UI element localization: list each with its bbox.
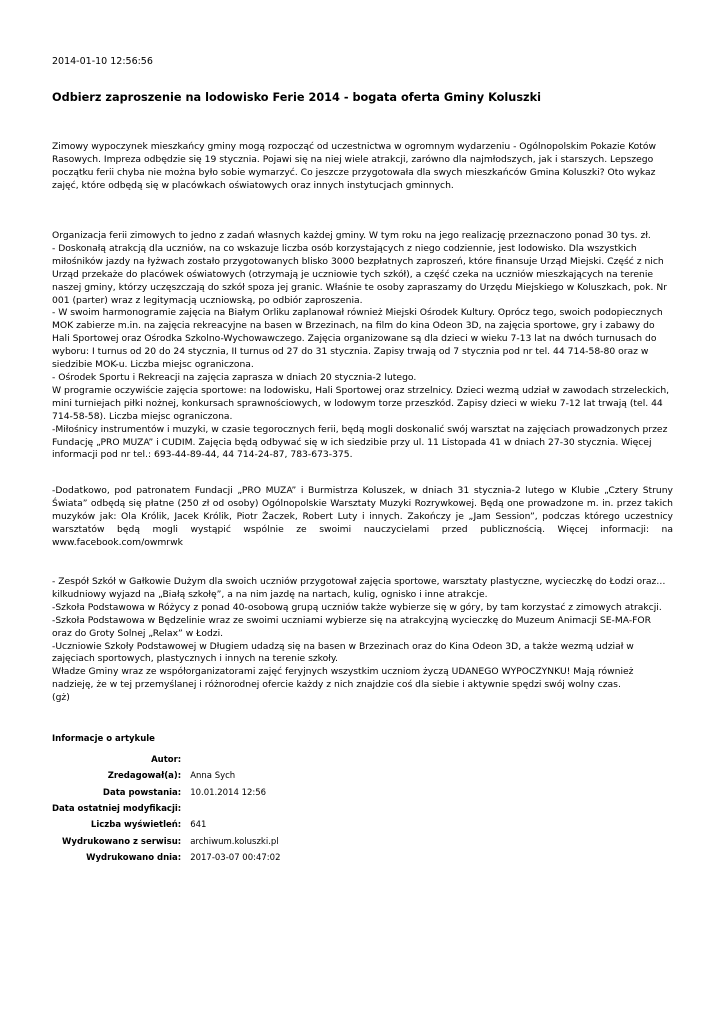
article-title: Odbierz zaproszenie na lodowisko Ferie 2014 - bogata oferta Gminy Koluszki: [52, 91, 541, 104]
paragraph: -Szkoła Podstawowa w Różycy z ponad 40-osobową grupą uczniów także wybierze się w góry, by tam korzystać z zimowych atrakcji.: [52, 601, 662, 613]
article-intro: [52, 141, 673, 193]
info-label: Autor:: [151, 755, 182, 766]
paragraph: - Doskonałą atrakcją dla uczniów, na co wskazuje liczba osób korzystających z niego codziennie, jest lodowisko. Dla wszystkich miłośników jazdy na łyżwach zostało przygotowanych blisko 3000 bezpłatnych zaproszeń, które finansuje Urząd Miejski. Część z nich Urząd przekaże do placówek oświatowych (otrzymają je uczniowie tych szkół), a część czeka na uczniów mieszkających na terenie naszej gminy, którzy uczęszczają do szkół spoza jej granic. Właśnie te osoby zapraszamy do Urzędu Miejskiego w Koluszkach, pok. Nr 001 (parter) wraz z legitymacją uczniowską, po odbiór zaproszenia.: [52, 242, 667, 306]
info-label: Data ostatniej modyfikacji:: [52, 804, 182, 815]
info-label: Wydrukowano dnia:: [86, 852, 182, 863]
article-section-workshops: [52, 485, 673, 550]
author-initials: (gż): [52, 692, 70, 704]
info-row-author: [52, 752, 280, 768]
info-label: Zredagował(a):: [107, 771, 182, 782]
paragraph: - Zespół Szkół w Gałkowie Dużym dla swoich uczniów przygotował zajęcia sportowe, warsztaty plastyczne, wycieczkę do Łodzi oraz… kilkudniowy wyjazd na „Białą szkołę”, a na nim jazdę na nartach, kulig, ognisko i inne atrakcje.: [52, 576, 666, 600]
paragraph: - W swoim harmonogramie zajęcia na Białym Orliku zaplanował również Miejski Ośrodek Kultury. Oprócz tego, swoich podopiecznych MOK zabierze m.in. na zajęcia rekreacyjne na basen w Brzezinach, na film do kina Odeon 3D, na zajęcia sportowe, gry i zabawy do Hali Sportowej oraz Ośrodka Szkolno-Wychowawczego. Zajęcia organizowane są dla dzieci w wieku 7-13 lat na dwóch turnusach do wyboru: I turnus od 20 do 24 stycznia, II turnus od 27 do 31 stycznia. Zapisy trwają od 7 stycznia pod nr tel. 44 714-58-80 oraz w siedzibie MOK-u. Liczba miejsc ograniczona.: [52, 307, 663, 371]
article-section-schools: [52, 576, 673, 705]
info-label: Data powstania:: [102, 787, 182, 798]
info-value: 641: [190, 820, 207, 831]
article-section-activities: [52, 230, 673, 462]
info-value: [190, 752, 280, 768]
paragraph: Organizacja ferii zimowych to jedno z zadań własnych każdej gminy. W tym roku na jego realizację przeznaczono ponad 30 tys. zł.: [52, 230, 651, 241]
article-info-table: [52, 752, 280, 866]
info-label: Wydrukowano z serwisu:: [62, 836, 182, 847]
info-row-editor: [52, 768, 280, 784]
paragraph: W programie oczywiście zajęcia sportowe: na lodowisku, Hali Sportowej oraz strzelnicy. Dzieci wezmą udział w zawodach strzeleckich, mini turniejach piłki nożnej, konkursach sprawnościowych, w lodowym torze przeszkód. Zapisy dzieci w wieku 7-12 lat trwają (tel. 44 714-58-58). Liczba miejsc ograniczona.: [52, 384, 670, 422]
paragraph: -Dodatkowo, pod patronatem Fundacji „PRO MUZA” i Burmistrza Koluszek, w dniach 31 stycznia-2 lutego w Klubie „Cztery Struny Świata” odbędą się płatne (250 zł od osoby) Ogólnopolskie Warsztaty Muzyki Rozrywkowej. Będą one prowadzone m. in. przez takich muzyków jak: Ola Królik, Jacek Królik, Piotr Żaczek, Robert Luty i innych. Zakończy je „Jam Session”, podczas którego uczestnicy warsztatów będą mogli wystąpić wspólnie ze swoimi nauczycielami przed publicznością. Więcej informacji: na www.facebook.com/owmrwk: [52, 485, 673, 548]
paragraph: -Miłośnicy instrumentów i muzyki, w czasie tegorocznych ferii, będą mogli doskonalić swój warsztat na zajęciach prowadzonych przez Fundację „PRO MUZA” i CUDIM. Zajęcia będą odbywać się w ich siedzibie przy ul. 11 Listopada 41 w dniach 27-30 stycznia. Więcej informacji pod nr tel.: 693-44-89-44, 44 714-24-87, 783-673-375.: [52, 423, 668, 461]
info-row-printed-on: [52, 850, 280, 866]
info-label: Liczba wyświetleń:: [90, 820, 182, 831]
info-row-created: [52, 785, 280, 801]
paragraph: -Szkoła Podstawowa w Będzelinie wraz ze swoimi uczniami wybierze się na atrakcyjną wycieczkę do Muzeum Animacji SE-MA-FOR oraz do Groty Solnej „Relax” w Łodzi.: [52, 614, 652, 639]
info-row-views: [52, 817, 280, 833]
info-value: 2017-03-07 00:47:02: [190, 852, 281, 863]
info-value: archiwum.koluszki.pl: [190, 836, 279, 847]
intro-paragraph: Zimowy wypoczynek mieszkańcy gminy mogą rozpocząć od uczestnictwa w ogromnym wydarzeniu - Ogólnopolskim Pokazie Kotów Rasowych. Impreza odbędzie się 19 stycznia. Pojawi się na niej wiele atrakcji, zarówno dla najmłodszych, jak i starszych. Lepszego początku ferii chyba nie można było sobie wymarzyć. Co jeszcze przygotowała dla swych mieszkańców Gmina Koluszki? Oto wykaz zajęć, które odbędą się w placówkach oświatowych oraz innych instytucjach gminnych.: [52, 141, 657, 191]
info-row-printed-from: [52, 833, 280, 849]
paragraph: Władze Gminy wraz ze współorganizatorami zajęć feryjnych wszystkim uczniom życzą UDANEGO WYPOCZYNKU! Mają również nadzieję, że w tej przemyślanej i różnorodnej ofercie każdy z nich znajdzie coś dla siebie i aktywnie spędzi swój wolny czas.: [52, 666, 634, 691]
article-info-heading: Informacje o artykule: [52, 734, 155, 744]
info-row-modified: [52, 801, 280, 817]
publish-timestamp: 2014-01-10 12:56:56: [52, 56, 153, 67]
info-value: [190, 801, 280, 817]
info-value: Anna Sych: [190, 771, 236, 782]
paragraph: -Uczniowie Szkoły Podstawowej w Długiem udadzą się na basen w Brzezinach oraz do Kina Odeon 3D, a także wezmą udział w zajęciach sportowych, plastycznych i innych na terenie szkoły.: [52, 640, 634, 665]
info-value: 10.01.2014 12:56: [190, 787, 267, 798]
paragraph: - Ośrodek Sportu i Rekreacji na zajęcia zaprasza w dniach 20 stycznia-2 lutego.: [52, 371, 417, 383]
